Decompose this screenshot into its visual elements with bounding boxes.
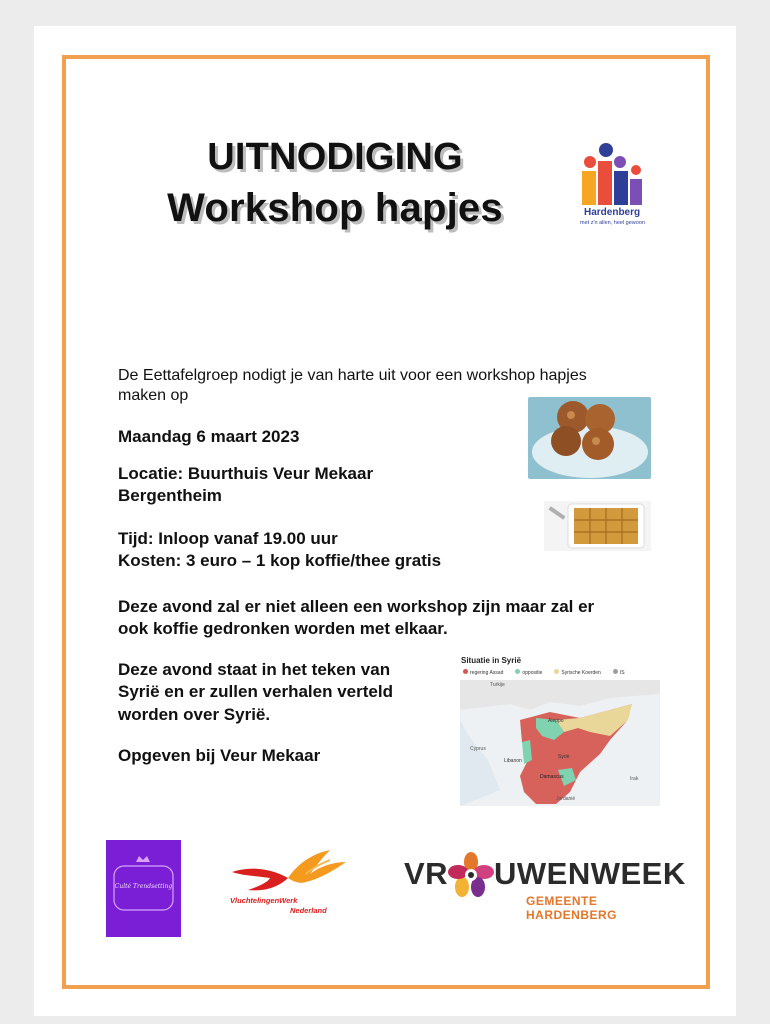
map-label-jordanie: Jordanië [556, 796, 576, 802]
food-photo-fritters [528, 397, 651, 479]
map-label-irak: Irak [630, 776, 639, 782]
legend-kurds: Syrische Koerden [554, 669, 600, 676]
paragraph-2-line-2: Syrië en er zullen verhalen verteld [118, 682, 393, 701]
event-date: Maandag 6 maart 2023 [118, 427, 300, 446]
legend-dot-icon [515, 669, 520, 674]
vluchtelingenwerk-bird-icon [230, 848, 350, 898]
map-title: Situatie in Syrië [461, 656, 522, 665]
syria-map [460, 656, 660, 806]
cost-text: Kosten: 3 euro – 1 kop koffie/thee gratis [118, 551, 442, 570]
location-line-1: Locatie: Buurthuis Veur Mekaar [118, 464, 374, 483]
title-invitation: UITNODIGING [207, 136, 463, 178]
vrouwenweek-logo [404, 850, 686, 922]
vrouwenweek-subtitle: GEMEENTE HARDENBERG [526, 894, 618, 922]
signup-text: Opgeven bij Veur Mekaar [118, 746, 321, 765]
map-label-libanon: Libanon [504, 758, 522, 764]
map-label-turkije: Turkije [490, 682, 505, 688]
intro-line-1: De Eettafelgroep nodigt je van harte uit voor een workshop hapjes [118, 367, 587, 384]
intro-line-2: maken op [118, 387, 189, 404]
food-photo-baklava [544, 501, 651, 551]
paragraph-1-line-2: ook koffie gedronken worden met elkaar. [118, 619, 448, 638]
hardenberg-people-icon [576, 143, 652, 207]
hardenberg-logo [576, 143, 652, 233]
vrouwenweek-rest: UWENWEEK [494, 856, 686, 891]
vluchtelingenwerk-logo [230, 848, 350, 920]
map-label-cyprus: Cyprus [470, 746, 486, 752]
vluchtelingenwerk-name: VluchtelingenWerk [230, 896, 298, 905]
location-line-2: Bergentheim [118, 486, 222, 505]
legend-dot-icon [554, 669, 559, 674]
paragraph-1-line-1: Deze avond zal er niet alleen een workshop zijn maar zal er [118, 597, 595, 616]
map-legend [463, 669, 625, 676]
time-text: Tijd: Inloop vanaf 19.00 uur [118, 529, 338, 548]
vrouwenweek-vr: VR [404, 856, 449, 891]
flower-icon [448, 852, 494, 898]
paragraph-2-line-1: Deze avond staat in het teken van [118, 660, 391, 679]
map-label-syria: Syrië [558, 754, 570, 760]
legend-is: IS [613, 669, 625, 676]
legend-dot-icon [613, 669, 618, 674]
paragraph-2-line-3: worden over Syrië. [118, 705, 271, 724]
legend-dot-icon [463, 669, 468, 674]
hardenberg-tagline: met z'n allen, heel gewoon [580, 220, 645, 226]
vluchtelingenwerk-country: Nederland [290, 906, 327, 915]
hardenberg-name: Hardenberg [584, 207, 641, 218]
trendsetting-text: Culté Trendsetting [114, 883, 173, 890]
map-label-damascus: Damascus [540, 774, 564, 780]
title-workshop: Workshop hapjes [167, 186, 503, 230]
legend-assad: regering Assad [463, 669, 503, 676]
syria-map-graphic [460, 680, 660, 806]
legend-opposition: oppositie [515, 669, 542, 676]
trendsetting-logo [106, 840, 181, 937]
map-label-aleppo: Aleppo [548, 718, 564, 724]
